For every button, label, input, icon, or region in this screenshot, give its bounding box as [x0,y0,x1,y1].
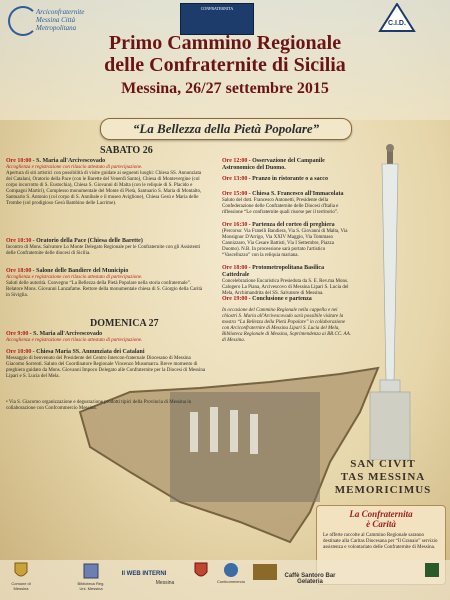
sun-via-note [6,400,206,412]
right-event-1 [222,158,352,172]
sponsor-crest [190,562,212,581]
charity-body: Le offerte raccolte al Cammino Regionale saranno destinate alla Caritas Diocesana per “Il Granaio” servizio assistenza e volontariato delle Confraternite di Messina. [323,533,438,550]
charity-title-line2: è Carità [366,519,396,529]
title-line1: Primo Cammino Regionale [108,32,342,54]
crest-icon [194,562,208,580]
sponsor-label: Biblioteca Reg. Uni. Messina [77,581,105,591]
sun-event-1 [6,331,206,344]
event-time: Ore 13:00 [222,176,248,182]
event-title: - Pranzo in ristorante o a sacco [248,176,328,182]
via-note-text: • Via S. Giacomo organizzazione e degustazione prodotti tipici della Provincia di Messina in collaborazione con Confcommercio Messina. [6,400,192,411]
sun-event-2 [6,349,206,380]
event-body: Concelebrazione Eucaristica Presieduta da S. E. Rev.ma Mons. Calogero La Piana, Arcivescovo di Messina Lipari S. Lucia del Mela, Archimandrita del SS. Salvatore di Messina. [222,279,349,296]
book-icon [83,562,99,580]
event-title: - Protometropolitana Basilica Cattedrale [222,265,325,278]
event-title: - Salone delle Bandiere del Municipio [32,268,129,274]
event-time: Ore 18:00 [222,265,248,271]
event-time: Ore 9:00 [6,331,29,337]
event-note: Accoglienza e registrazione con rilascio attestato di partecipazione. [6,275,143,280]
cid-label: C.I.D. [388,20,406,27]
right-event-4 [222,222,352,259]
event-time: Ore 10:00 [6,349,32,355]
event-time: Ore 15:00 [222,191,248,197]
sponsor-label: Confcommercio [216,579,245,584]
charity-title-line1: La Confraternita [349,509,413,519]
event-time: Ore 12:00 [222,158,248,164]
caffe-logo-icon [282,562,338,572]
event-note: Accoglienza e registrazione con rilascio attestato di partecipazione. [6,165,143,170]
right-event-6 [222,296,352,303]
event-time: Ore 16:30 [222,222,248,228]
inscription-line3: MEMORICIMUS [334,484,432,496]
event-body: Messaggio di benvenuto del Presidente del Centro Intercon-fraternale Diocesano di Messina Giacomo Sorrenti. Saluto del Coordinatore Regionale Vincenzo Musumarra. Breve momento di preghiera guidato da Mons. Giovanni Impoco Delegato alle Confraternite per la Diocesi di Messina Lipari e S. Lucia del Mela. [6,356,206,379]
event-body: Saluti delle autorità. Convegno “La Bellezza della Pietà Popolare nella storia confraternale”. Relatore Mons. Giovanni Lanzafame. Rettore della monumentale chiesa di S. Giorgio della Carità in Siviglia. [6,281,203,298]
sponsor-caffe-santoro [282,562,338,585]
event-title: - S. Maria all'Arcivescovado [29,331,103,337]
sat-event-1 [6,158,206,207]
sponsor-web [118,562,170,577]
event-title: - Conclusione e partenza [248,296,312,302]
sat-event-2 [6,238,206,257]
event-body: Incontro di Mons. Salvatore Lo Monte Delegato Regionale per le Confraternite con gli Assistenti delle Confraternite delle diocesi di Sicilia. [6,245,201,256]
sponsor-confcommercio [214,562,248,584]
right-event-5 [222,265,352,297]
confcommercio-icon [223,562,239,578]
right-event-3 [222,191,352,216]
event-title: - S. Maria all'Arcivescovado [32,158,106,164]
sponsor-comune [6,562,36,591]
triangle-icon [378,3,416,33]
event-time: Ore 19:00 [222,296,248,302]
sponsor-messina [140,580,190,586]
dv-logo-icon [253,562,277,582]
event-title: - Oratorio della Pace (Chiesa delle Barette) [32,238,143,244]
sunday-label: DOMENICA 27 [90,318,159,329]
event-body: (Percorso: Via Fratelli Bandiera, Via S. Giovanni di Malta, Via Monsignor D'Arrigo, Via XXIV Maggio, Via Tommaso Cannizzaro, Via Cesare Battisti, Via I Settembre, Piazza Duomo). N.B. In processione sarà portato l'artistico “Vascelluzzo” con la reliquia mariana. [222,229,348,258]
logo-mark-icon [8,6,38,36]
web-logo-icon [118,562,170,570]
event-time: Ore 10:00 [6,158,32,164]
saturday-label: SABATO 26 [100,145,153,156]
motto-banner: “La Bellezza della Pietà Popolare” [100,118,352,140]
sponsor-dv [252,562,278,583]
event-time: Ore 18:00 [6,268,32,274]
sponsor-label: Comune di Messina [11,581,31,591]
sponsor-small [420,562,444,579]
sponsor-label: Il WEB INTERNI [121,571,167,577]
title-date: Messina, 26/27 settembre 2015 [121,80,329,97]
sponsor-footer [0,560,450,600]
event-title: - Chiesa S. Francesco all'Immacolata [248,191,344,197]
right-note [222,308,352,344]
coat-of-arms-icon [14,562,28,580]
event-body: Saluto del dott. Francesco Antonetti, Presidente della Confederazione delle Confraternite delle Diocesi d'Italia e riflessione “Le confraternite quali risorse per il territorio”. [222,198,339,215]
right-event-2 [222,176,352,183]
event-title: - Osservazione del Campanile Astronomico del Duomo. [222,158,325,171]
inscription-line1: SAN CIVIT [350,458,416,470]
event-title: - Chiesa Maria SS. Annunziata dei Catalani [32,349,145,355]
sponsor-biblioteca [74,562,108,591]
title-line2: delle Confraternite di Sicilia [104,54,346,76]
monument-inscription [324,458,442,497]
event-time: Ore 10:30 [6,238,32,244]
sponsor-label: Messina [155,580,175,586]
cid-logo [378,3,416,33]
event-title: - Partenza del corteo di preghiera [248,222,335,228]
logo-center-text: CONFRATERNITA [200,6,234,11]
right-note-text: In occasione del Cammino Regionale nella cappella e nei chiostri S. Maria all'Arcivescovado sarà possibile visitare la mostra “La Bellezza della Pietà Popolare” in collaborazione con Arciconfraternite di Messina Lipari S. Lucia del Mela, Biblioteca Regionale di Messina, Soprintendenza ai BB.CC. AA. di Messina. [222,308,351,343]
logo-left-text: Arciconfraternite Messina Città Metropolitana [36,8,85,32]
sponsor-label: Caffè Santoro Bar Gelateria [284,573,336,585]
logo-center [180,3,254,35]
sat-event-3 [6,268,206,299]
event-body: Apertura di siti artistici con possibilità di visite guidate ai seguenti luoghi: Chiesa SS. Annunziata dei Catalani, Oratorio della Pace (con le Barette del Venerdì Santo), Chiesa di Montevergine (col corpo incorrotto di S. Eustochia), Chiesa S. Giovanni di Malta (con le reliquie di S. Placido e Compagni Martiri), Complesso monumentale del Monte di Pietà, Santuario S. Maria di Montalto, Santuario S. Antonio (col corpo di S. Annibale e il museo Aviglione), Chiesa Gesù e Maria delle Trombe (col prodigioso Gesù Bambino delle Lacrime). [6,171,202,206]
sponsor-mark-icon [424,562,440,578]
inscription-line2: TAS MESSINA [340,471,426,483]
event-note: Accoglienza e registrazione con rilascio attestato di partecipazione. [6,338,143,343]
charity-title [317,509,445,529]
